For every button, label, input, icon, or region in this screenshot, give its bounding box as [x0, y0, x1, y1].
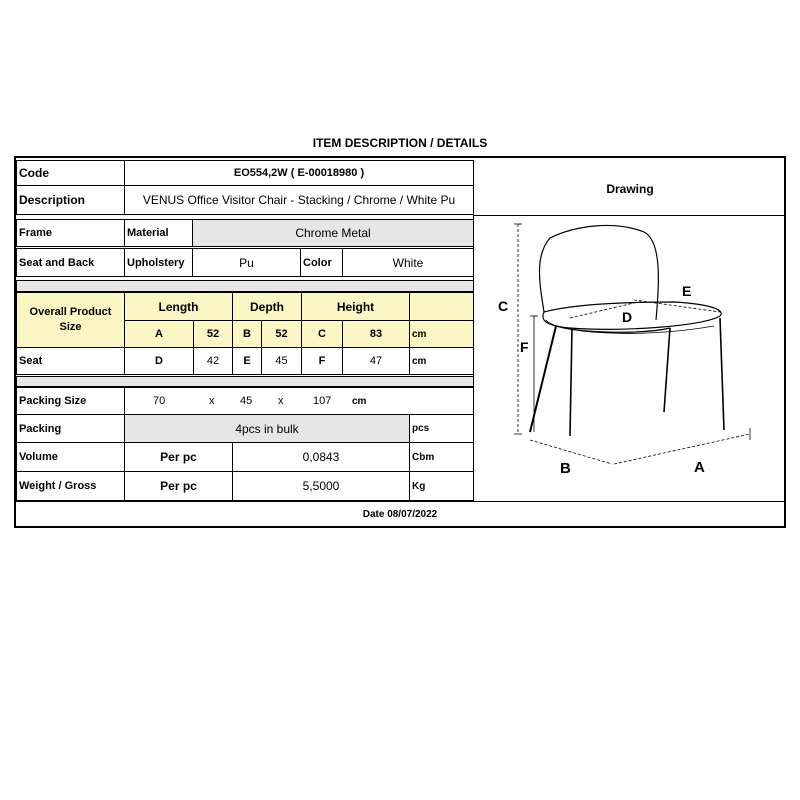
depth-header: Depth [232, 292, 302, 321]
seat-e-letter: E [232, 347, 262, 375]
seat-unit: cm [409, 347, 474, 375]
seat-e-value: 45 [261, 347, 302, 375]
overall-a-value: 52 [193, 320, 233, 348]
overall-unit: cm [409, 320, 474, 348]
upholstery-value: Pu [192, 248, 301, 277]
drawing-letter-a: A [694, 459, 705, 476]
overall-size-label-text: Overall Product Size [29, 306, 112, 333]
packing-width: 45 [240, 395, 253, 407]
description-value: VENUS Office Visitor Chair - Stacking / Chrome / White Pu [124, 185, 474, 215]
weight-unit: Kg [409, 471, 474, 501]
seat-f-letter: F [301, 347, 343, 375]
drawing-letter-c: C [498, 298, 509, 314]
seat-label: Seat [16, 347, 125, 375]
height-header: Height [301, 292, 410, 321]
material-label: Material [124, 219, 193, 247]
unit-header-blank [409, 292, 474, 321]
spacer-row-2 [16, 376, 474, 387]
seat-f-value: 47 [342, 347, 410, 375]
drawing-label: Drawing [606, 182, 654, 196]
color-label: Color [300, 248, 343, 277]
packing-label: Packing [16, 414, 125, 443]
code-label: Code [16, 160, 125, 186]
packing-unit: cm [352, 395, 367, 407]
frame-label: Frame [16, 219, 125, 247]
packing-x1: x [209, 395, 215, 407]
seat-d-value: 42 [193, 347, 233, 375]
packing-unit-pcs: pcs [409, 414, 474, 443]
packing-size-label: Packing Size [16, 387, 125, 415]
weight-label: Weight / Gross [16, 471, 125, 501]
drawing-letter-e: E [682, 283, 692, 299]
color-value: White [342, 248, 474, 277]
volume-label: Volume [16, 442, 125, 472]
weight-value: 5,5000 [232, 471, 410, 501]
length-header: Length [124, 292, 233, 321]
volume-unit: Cbm [409, 442, 474, 472]
packing-value: 4pcs in bulk [124, 414, 410, 443]
drawing-letter-f: F [520, 339, 529, 355]
upholstery-label: Upholstery [124, 248, 193, 277]
volume-per: Per pc [124, 442, 233, 472]
packing-height: 107 [313, 395, 332, 407]
item-details-sheet [14, 156, 786, 528]
material-value: Chrome Metal [192, 219, 474, 247]
packing-x2: x [278, 395, 284, 407]
overall-a-letter: A [124, 320, 194, 348]
drawing-panel [473, 160, 786, 501]
seat-back-label: Seat and Back [16, 248, 125, 277]
spacer-row [16, 280, 474, 292]
sheet-title: ITEM DESCRIPTION / DETAILS [312, 136, 488, 150]
weight-per: Per pc [124, 471, 233, 501]
volume-value: 0,0843 [232, 442, 410, 472]
drawing-letter-b: B [560, 460, 571, 477]
overall-size-label [16, 292, 125, 348]
drawing-letter-d: D [622, 309, 633, 325]
overall-b-value: 52 [261, 320, 302, 348]
packing-size-cell [124, 387, 474, 415]
overall-b-letter: B [232, 320, 262, 348]
seat-d-letter: D [124, 347, 194, 375]
description-label: Description [16, 185, 125, 215]
date-footer: Date 08/07/2022 [16, 501, 784, 527]
chair-dimension-drawing [474, 216, 785, 501]
overall-c-letter: C [301, 320, 343, 348]
code-value: EO554,2W ( E-00018980 ) [124, 160, 474, 186]
packing-length: 70 [153, 395, 166, 407]
overall-c-value: 83 [342, 320, 410, 348]
